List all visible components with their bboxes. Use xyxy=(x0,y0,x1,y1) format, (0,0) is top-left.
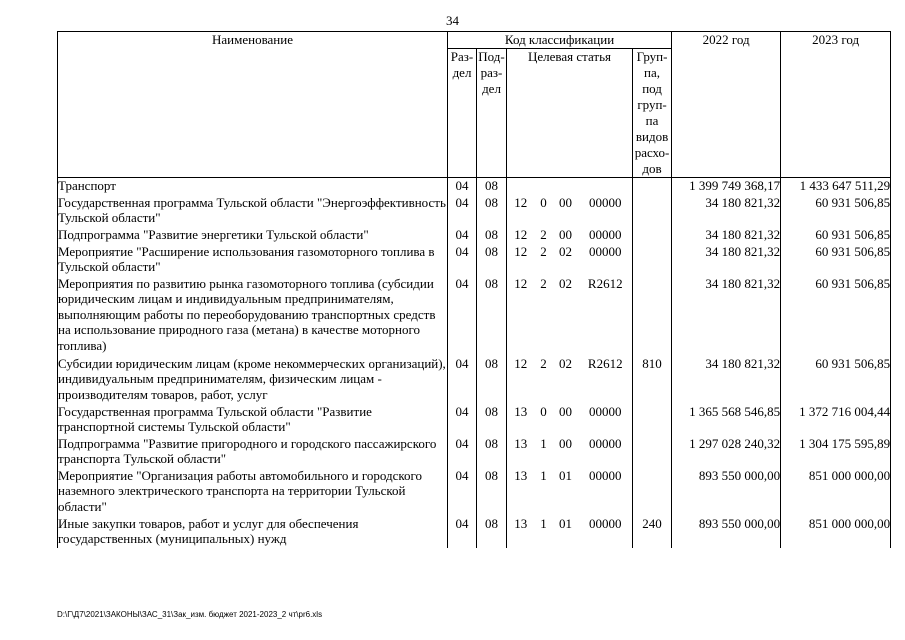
table-row xyxy=(58,244,891,276)
row-target-subprogram xyxy=(535,178,553,195)
table-row xyxy=(58,436,891,468)
row-amount-2022: 34 180 821,32 xyxy=(672,276,781,356)
row-target-program: 12 xyxy=(514,226,528,242)
row-amount-2023: 60 931 506,85 xyxy=(781,227,891,244)
row-target-program: 13 xyxy=(514,467,528,483)
row-section: 04 xyxy=(448,468,477,516)
row-amount-2022: 34 180 821,32 xyxy=(672,356,781,404)
row-target-subprogram: 1 xyxy=(540,467,547,483)
row-target-program: 12 xyxy=(514,355,528,371)
row-target-program: 13 xyxy=(514,403,528,419)
row-subsection: 08 xyxy=(477,227,507,244)
row-section: 04 xyxy=(448,356,477,404)
row-expense-group xyxy=(633,244,672,276)
table-row xyxy=(58,276,891,356)
row-target-event xyxy=(553,178,579,195)
row-amount-2023: 60 931 506,85 xyxy=(781,356,891,404)
header-target-article: Целевая статья xyxy=(507,49,633,178)
header-name: Наименование xyxy=(58,32,448,178)
row-target-event: 02 xyxy=(559,355,572,371)
table-row xyxy=(58,468,891,516)
page-number: 34 xyxy=(446,13,459,28)
row-target-event: 02 xyxy=(559,243,572,259)
row-amount-2022: 34 180 821,32 xyxy=(672,195,781,227)
header-section: Раз-дел xyxy=(448,49,477,178)
table-row xyxy=(58,516,891,548)
row-name: Мероприятие "Расширение использования газомоторного топлива в Тульской области" xyxy=(58,244,448,276)
row-expense-group xyxy=(633,178,672,195)
row-name: Подпрограмма "Развитие энергетики Тульской области" xyxy=(58,227,448,244)
row-target-event: 01 xyxy=(559,467,572,483)
row-amount-2023: 60 931 506,85 xyxy=(781,195,891,227)
row-target-event: 00 xyxy=(559,403,572,419)
row-amount-2022: 1 399 749 368,17 xyxy=(672,178,781,195)
row-target-event: 02 xyxy=(559,275,572,291)
row-subsection: 08 xyxy=(477,468,507,516)
row-target-subprogram: 0 xyxy=(540,194,547,210)
row-name: Иные закупки товаров, работ и услуг для обеспечения государственных (муниципальных) нужд xyxy=(58,516,448,548)
row-name: Подпрограмма "Развитие пригородного и городского пассажирского транспорта Тульской области" xyxy=(58,436,448,468)
row-amount-2023: 1 304 175 595,89 xyxy=(781,436,891,468)
header-year-2023: 2023 год xyxy=(781,32,891,178)
row-target-subprogram: 0 xyxy=(540,403,547,419)
row-target-code: R2612 xyxy=(579,276,633,356)
header-classification: Код классификации xyxy=(448,32,672,49)
row-expense-group xyxy=(633,468,672,516)
budget-table xyxy=(57,31,891,548)
table-body xyxy=(58,178,891,548)
row-target-code: 00000 xyxy=(579,227,633,244)
table-row xyxy=(58,195,891,227)
row-section: 04 xyxy=(448,195,477,227)
row-target-code: 00000 xyxy=(579,468,633,516)
row-target-subprogram: 2 xyxy=(540,275,547,291)
row-expense-group: 810 xyxy=(633,356,672,404)
row-subsection: 08 xyxy=(477,195,507,227)
row-amount-2023: 60 931 506,85 xyxy=(781,276,891,356)
row-target-subprogram: 2 xyxy=(540,243,547,259)
row-subsection: 08 xyxy=(477,178,507,195)
row-target-code: 00000 xyxy=(579,404,633,436)
row-target-program: 12 xyxy=(514,275,528,291)
row-section: 04 xyxy=(448,404,477,436)
row-name: Мероприятия по развитию рынка газомоторного топлива (субсидии юридическим лицам и индивидуальным предпринимателям, выполняющим работы по переоборудованию транспортных средств на использование природного газа (метана) в качестве моторного топлива) xyxy=(58,276,448,356)
row-target-subprogram: 1 xyxy=(540,515,547,531)
row-target-event: 00 xyxy=(559,194,572,210)
table-header xyxy=(58,32,891,178)
row-amount-2023: 1 372 716 004,44 xyxy=(781,404,891,436)
row-amount-2022: 34 180 821,32 xyxy=(672,227,781,244)
row-target-program: 12 xyxy=(514,243,528,259)
row-subsection: 08 xyxy=(477,356,507,404)
row-target-code: 00000 xyxy=(579,195,633,227)
row-subsection: 08 xyxy=(477,516,507,548)
row-target-subprogram: 1 xyxy=(540,435,547,451)
row-subsection: 08 xyxy=(477,244,507,276)
row-subsection: 08 xyxy=(477,436,507,468)
row-target-code xyxy=(579,178,633,195)
row-amount-2022: 34 180 821,32 xyxy=(672,244,781,276)
row-subsection: 08 xyxy=(477,404,507,436)
row-target-subprogram: 2 xyxy=(540,355,547,371)
row-amount-2022: 893 550 000,00 xyxy=(672,468,781,516)
row-target-code: 00000 xyxy=(579,244,633,276)
row-amount-2023: 851 000 000,00 xyxy=(781,468,891,516)
row-name: Государственная программа Тульской области "Энергоэффективность Тульской области" xyxy=(58,194,446,225)
row-section: 04 xyxy=(448,244,477,276)
row-name: Субсидии юридическим лицам (кроме некоммерческих организаций), индивидуальным предпринимателям, физическим лицам - производителям товаров, работ, услуг xyxy=(58,355,446,402)
row-section: 04 xyxy=(448,436,477,468)
row-subsection: 08 xyxy=(477,276,507,356)
row-target-program xyxy=(507,178,535,195)
row-amount-2023: 851 000 000,00 xyxy=(781,516,891,548)
row-name: Государственная программа Тульской области "Развитие транспортной системы Тульской области" xyxy=(58,404,448,436)
file-path: D:\Г\Д7\2021\ЗАКОНЫ\ЗАС_31\Зак_изм. бюджет 2021-2023_2 чт\pr6.xls xyxy=(57,610,323,619)
header-subsection: Под-раз-дел xyxy=(477,49,507,178)
row-amount-2022: 1 365 568 546,85 xyxy=(672,404,781,436)
row-name: Мероприятие "Организация работы автомобильного и городского наземного электрического транспорта на территории Тульской области" xyxy=(58,468,448,516)
row-target-code: 00000 xyxy=(579,516,633,548)
row-target-code: 00000 xyxy=(579,436,633,468)
row-target-program: 13 xyxy=(514,515,528,531)
row-section: 04 xyxy=(448,516,477,548)
row-expense-group xyxy=(633,227,672,244)
row-name: Транспорт xyxy=(58,178,448,195)
row-target-event: 01 xyxy=(559,515,572,531)
row-amount-2022: 1 297 028 240,32 xyxy=(672,436,781,468)
header-group: Груп-па, под груп-па видов расхо-дов xyxy=(633,49,672,178)
row-expense-group xyxy=(633,195,672,227)
header-year-2022: 2022 год xyxy=(672,32,781,178)
row-target-program: 13 xyxy=(514,435,528,451)
row-amount-2023: 60 931 506,85 xyxy=(781,244,891,276)
row-amount-2023: 1 433 647 511,29 xyxy=(781,178,891,195)
row-expense-group xyxy=(633,276,672,356)
row-target-event: 00 xyxy=(559,226,572,242)
row-amount-2022: 893 550 000,00 xyxy=(672,516,781,548)
row-expense-group xyxy=(633,436,672,468)
row-target-event: 00 xyxy=(559,435,572,451)
row-section: 04 xyxy=(448,276,477,356)
row-expense-group xyxy=(633,404,672,436)
row-section: 04 xyxy=(448,178,477,195)
row-target-code: R2612 xyxy=(579,356,633,404)
row-target-program: 12 xyxy=(514,194,528,210)
table-row xyxy=(58,404,891,436)
table-row xyxy=(58,178,891,195)
table-row xyxy=(58,227,891,244)
table-row xyxy=(58,356,891,404)
row-expense-group: 240 xyxy=(633,516,672,548)
row-section: 04 xyxy=(448,227,477,244)
row-target-subprogram: 2 xyxy=(540,226,547,242)
